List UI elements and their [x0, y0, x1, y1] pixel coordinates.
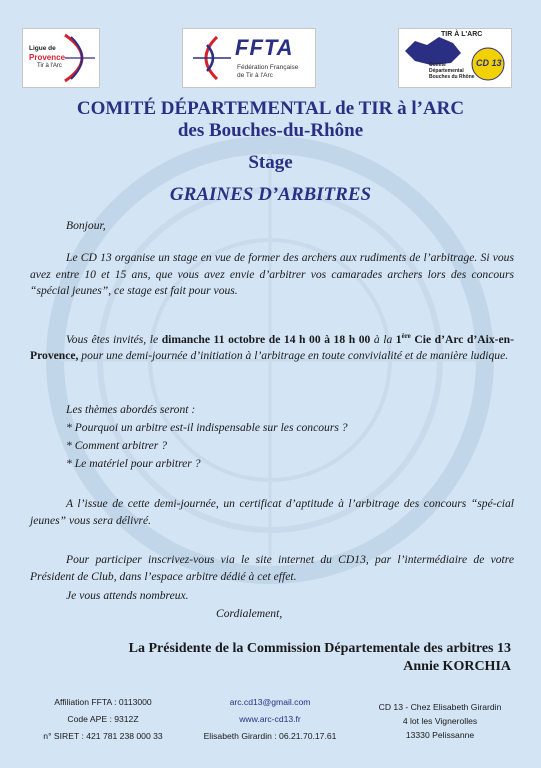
subtitle-graines: GRAINES D’ARBITRES [169, 184, 372, 205]
cd13-line2: Départemental [429, 68, 464, 74]
paragraph-4: Pour participer inscrivez-vous via le site internet du CD13, par l’intermédiaire de votre Président de Club, dans l’espace arbitre dédié à cet effet. [30, 553, 514, 583]
p2-c: pour une demi-journée d’initiation à l’arbitrage en toute convivialité et de manière ludique. [78, 349, 509, 363]
footer-ape: Code APE : 9312Z [67, 714, 139, 724]
ligue-line1: Ligue de [29, 45, 56, 52]
p2-place-sup: ère [401, 332, 411, 340]
footer-phone: Elisabeth Girardin : 06.21.70.17.61 [203, 731, 337, 741]
paragraph-5: Je vous attends nombreux. [66, 589, 189, 602]
footer-left [28, 694, 178, 745]
ligue-provence-logo [22, 28, 100, 88]
footer-affiliation: Affiliation FFTA : 0113000 [54, 697, 152, 707]
stage-heading [0, 152, 541, 174]
ffta-archer-icon [187, 33, 233, 83]
themes-intro: Les thèmes abordés seront : [66, 403, 196, 416]
footer-address-1: CD 13 - Chez Elisabeth Girardin [378, 702, 502, 712]
footer-middle [190, 694, 350, 745]
p2-date: dimanche 11 octobre de 14 h 00 à 18 h 00 [161, 332, 371, 346]
footer-siret: n° SIRET : 421 781 238 000 33 [43, 731, 163, 741]
cd13-line3: Bouches du Rhône [429, 74, 475, 80]
cd13-badge: CD 13 [476, 58, 502, 68]
theme-item: * Comment arbitrer ? [66, 439, 168, 452]
p2-place-num: 1 [395, 332, 402, 346]
cd13-logo [398, 28, 512, 88]
stage-word: Stage [248, 152, 293, 173]
theme-item: * Pourquoi un arbitre est-il indispensable sur les concours ? [66, 421, 348, 434]
ffta-line1: Fédération Française [237, 64, 299, 71]
paragraph-2 [30, 328, 514, 365]
paragraph-1: Le CD 13 organise un stage en vue de former des archers aux rudiments de l’arbitrage. Si vous avez entre 10 et 15 ans, que vous avez envie d’arbitrer vos camarades archers lors des concours “spécial jeunes”, ce stage est fait pour vous. [30, 251, 514, 297]
signature-line2: Annie KORCHIA [403, 659, 511, 674]
p2-place-name: Cie d’Arc d’Aix-en-Provence, [30, 332, 514, 363]
footer-address-2: 4 lot les Vignerolles [402, 716, 478, 726]
ligue-line2: Provence [29, 53, 66, 62]
cd13-top: TIR À L'ARC [441, 31, 483, 38]
paragraph-3: A l’issue de cette demi-journée, un certificat d’aptitude à l’arbitrage des concours “spé-cial jeunes” vous sera délivré. [30, 497, 514, 527]
p2-b: à la [370, 332, 396, 346]
footer-website-link[interactable]: www.arc-cd13.fr [239, 714, 301, 724]
header-title-line2: des Bouches-du-Rhône [177, 120, 364, 141]
footer-email-link[interactable]: arc.cd13@gmail.com [229, 697, 311, 707]
ffta-line2: de Tir à l'Arc [237, 72, 273, 79]
ffta-logo [182, 28, 316, 88]
greeting [30, 218, 514, 235]
cd13-line1: Comité [429, 62, 446, 68]
header-title-line1: COMITÉ DÉPARTEMENTAL de TIR à l’ARC [76, 98, 465, 119]
p2-a: Vous êtes invités, le [66, 332, 162, 346]
ffta-name: FFTA [235, 35, 294, 60]
signature-line1: La Présidente de la Commission Départementale des arbitres 13 [128, 641, 511, 656]
footer-right [360, 700, 520, 742]
ligue-line3: Tir à l'Arc [37, 63, 62, 69]
theme-item: * Le matériel pour arbitrer ? [66, 457, 201, 470]
subtitle-heading [0, 184, 541, 206]
footer-address-3: 13330 Pelissanne [405, 730, 475, 740]
closing: Cordialement, [216, 607, 283, 620]
greeting-text: Bonjour, [66, 219, 106, 232]
